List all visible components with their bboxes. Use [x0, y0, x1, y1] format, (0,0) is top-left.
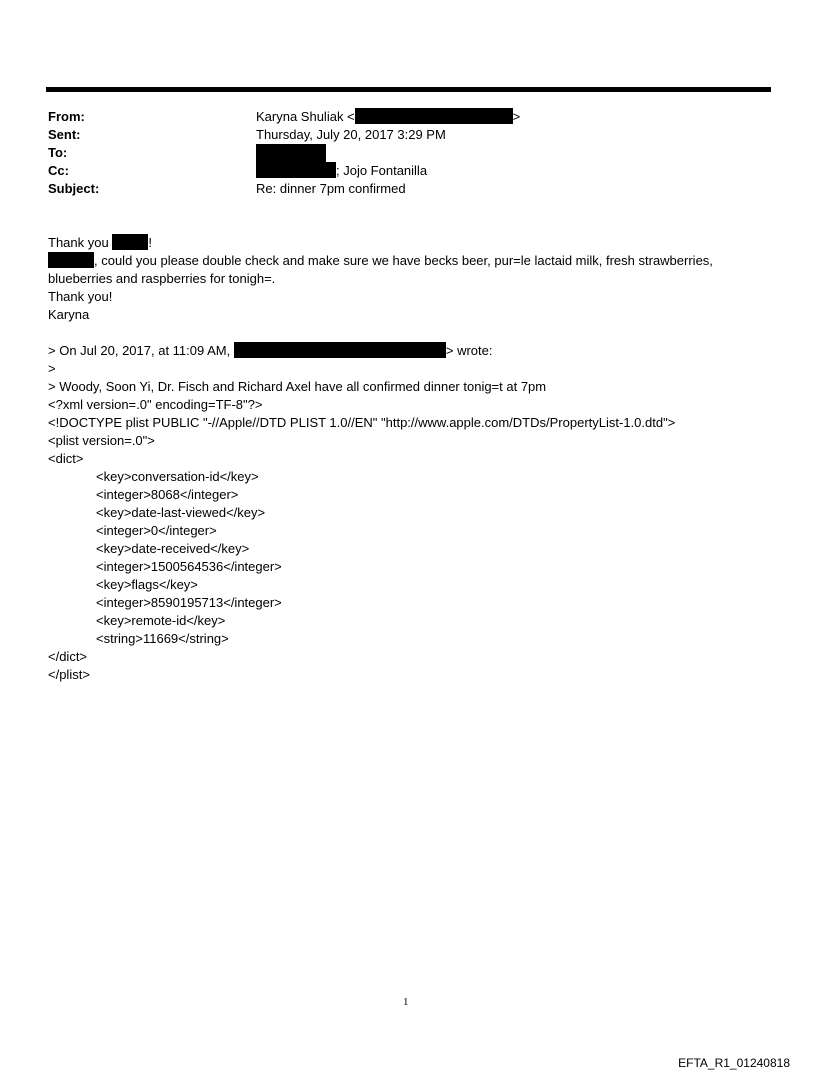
plist-entry: <integer>8068</integer> [96, 487, 239, 502]
plist-entry: <key>conversation-id</key> [96, 469, 259, 484]
redaction-bar [355, 108, 513, 124]
subject-label: Subject: [48, 181, 100, 196]
header-rule [46, 87, 771, 92]
cc-value [256, 162, 427, 180]
plist-entry: <integer>0</integer> [96, 523, 217, 538]
from-value [256, 108, 520, 126]
plist-line: <!DOCTYPE plist PUBLIC "-//Apple//DTD PLIST 1.0//EN" "http://www.apple.com/DTDs/PropertyList-1.0.dtd"> [48, 415, 676, 430]
quote-blank: > [48, 361, 56, 376]
plist-line: <dict> [48, 451, 84, 466]
quote-intro-start: > On Jul 20, 2017, at 11:09 AM, [48, 343, 234, 358]
plist-entry: <integer>1500564536</integer> [96, 559, 282, 574]
from-name: Karyna Shuliak < [256, 109, 355, 124]
plist-entry: <integer>8590195713</integer> [96, 595, 282, 610]
redaction-bar [256, 162, 336, 178]
thanks-line: Thank you! [48, 289, 113, 304]
redaction-bar [256, 144, 326, 162]
sent-label: Sent: [48, 127, 81, 142]
plist-line: <plist version=.0"> [48, 433, 155, 448]
request-paragraph [48, 252, 768, 288]
plist-entry: <key>flags</key> [96, 577, 198, 592]
cc-text: ; Jojo Fontanilla [336, 163, 428, 178]
quote-intro [48, 342, 768, 360]
email-body [48, 234, 768, 684]
redaction-bar [234, 342, 446, 358]
subject-value: Re: dinner 7pm confirmed [256, 181, 406, 196]
quote-intro-end: > wrote: [445, 343, 493, 358]
from-label: From: [48, 109, 85, 124]
redaction-bar [48, 252, 94, 268]
from-close: > [512, 109, 521, 124]
document-id: EFTA_R1_01240818 [678, 1056, 790, 1070]
spacer [48, 324, 768, 342]
signature-line: Karyna [48, 307, 90, 322]
plist-closing: </plist> [48, 667, 90, 682]
greeting-start: Thank you [48, 235, 113, 250]
to-label: To: [48, 145, 68, 160]
greeting-end: ! [148, 235, 152, 250]
plist-entry: <key>date-received</key> [96, 541, 250, 556]
sent-value: Thursday, July 20, 2017 3:29 PM [256, 127, 446, 142]
greeting-line [48, 234, 768, 252]
redaction-bar [112, 234, 148, 250]
plist-entry: <key>date-last-viewed</key> [96, 505, 266, 520]
request-text: , could you please double check and make sure we have becks beer, pur=le lactaid milk, fresh strawberries, blueberries and raspberries for tonigh=. [48, 253, 713, 286]
quote-text: > Woody, Soon Yi, Dr. Fisch and Richard Axel have all confirmed dinner tonig=t at 7pm [48, 379, 547, 394]
to-value [256, 144, 326, 163]
plist-line: <?xml version=.0" encoding=TF-8"?> [48, 397, 263, 412]
plist-entry: <string>11669</string> [96, 631, 229, 646]
plist-entry: <key>remote-id</key> [96, 613, 226, 628]
plist-closing: </dict> [48, 649, 88, 664]
cc-label: Cc: [48, 163, 69, 178]
page-number: 1 [403, 996, 409, 1008]
